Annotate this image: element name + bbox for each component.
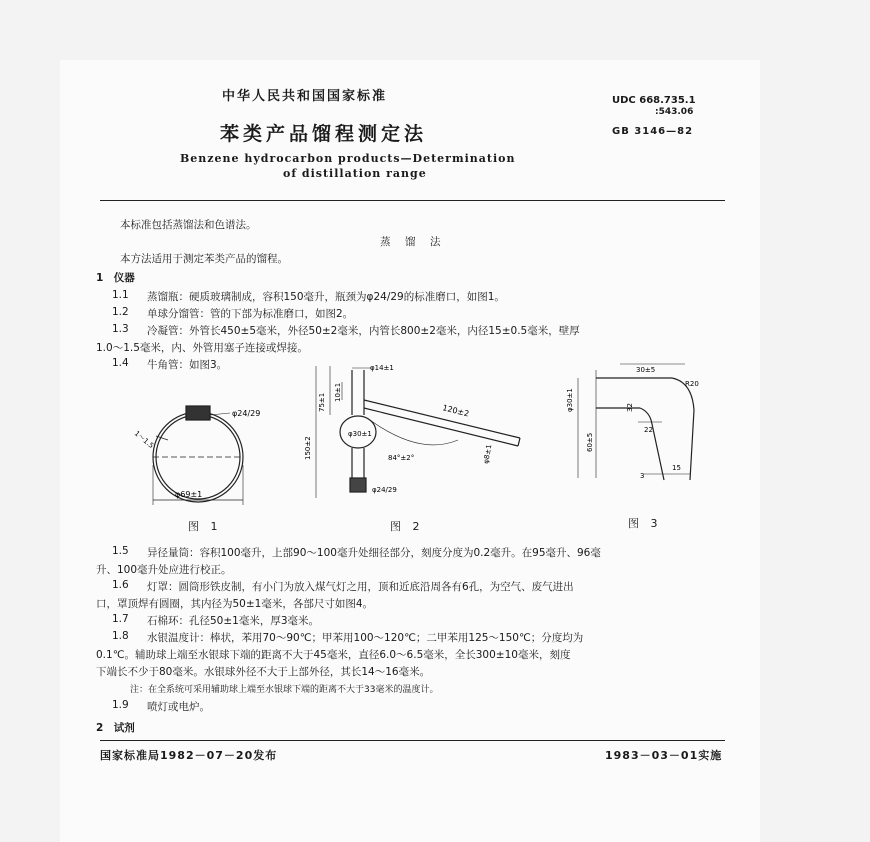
item-text: 冷凝管：外管长450±5毫米，外径50±2毫米，内管长800±2毫米，内径15±0.5毫米，壁厚: [147, 325, 580, 337]
fig3-32-label: 32: [626, 403, 634, 412]
item-text-continued: 下端长不少于80毫米。水银球外径不大于上部外径，其长14～16毫米。: [96, 666, 431, 678]
fig2-side-dia-label: φ8±1: [482, 443, 494, 465]
item-number: 1.8: [112, 630, 129, 642]
item-number: 1.7: [112, 613, 129, 625]
english-title-line1: Benzene hydrocarbon products—Determination: [180, 152, 516, 165]
item-text: 喷灯或电炉。: [147, 701, 210, 713]
item-number: 1.6: [112, 579, 129, 591]
issue-date: 国家标准局1982－07－20发布: [100, 749, 278, 762]
item-number: 1.2: [112, 306, 129, 318]
item-number: 1.3: [112, 323, 129, 335]
fig2-75-label: 75±1: [318, 392, 326, 412]
footer-rule: [100, 740, 725, 741]
item-number: 1.1: [112, 289, 129, 301]
fig3-r20-label: R20: [685, 380, 699, 388]
item-number: 1.4: [112, 357, 129, 369]
fig1-wall-label: 1～1.5: [132, 429, 156, 451]
figure-2-column-drawing: [316, 366, 520, 498]
document-title: 苯类产品馏程测定法: [220, 123, 428, 145]
standard-name: 中华人民共和国国家标准: [222, 89, 388, 104]
section-2-heading: 2 试剂: [96, 722, 135, 734]
item-text-continued: 0.1℃。辅助球上端至水银球下端的距离不大于45毫米，直径6.0～6.5毫米，全长300±10毫米，刻度: [96, 649, 571, 661]
fig3-dia-label: φ30±1: [566, 388, 574, 412]
scope-text: 本标准包括蒸馏法和色谱法。: [120, 219, 257, 231]
fig3-3-label: 3: [640, 472, 645, 480]
fig2-10-label: 10±1: [334, 382, 342, 402]
fig2-joint-label: φ24/29: [372, 486, 397, 494]
udc-code: UDC 668.735.1: [612, 95, 696, 106]
fig1-neck-label: φ24/29: [232, 409, 261, 418]
fig1-diameter-label: φ69±1: [175, 490, 203, 499]
item-text: 灯罩：圆筒形铁皮制，有小门为放入煤气灯之用，顶和近底沿周各有6孔，为空气、废气进出: [147, 581, 574, 593]
udc-code-line2: :543.06: [655, 107, 694, 117]
item-text-continued: 口，罩顶焊有圆圈，其内径为50±1毫米，各部尺寸如图4。: [96, 598, 374, 610]
figures-panel: [120, 360, 740, 535]
item-number: 1.5: [112, 545, 129, 557]
fig2-side-length-label: 120±2: [441, 403, 470, 419]
applicability-text: 本方法适用于测定苯类产品的馏程。: [120, 253, 288, 265]
fig3-30-label: 30±5: [636, 366, 656, 374]
fig3-15-label: 15: [672, 464, 681, 472]
fig2-angle-label: 84°±2°: [388, 454, 415, 462]
item-text-continued: 升、100毫升处应进行校正。: [96, 564, 232, 576]
effective-date: 1983－03－01实施: [605, 749, 723, 762]
fig3-60-label: 60±5: [586, 432, 594, 452]
item-text: 蒸馏瓶：硬质玻璃制成，容积150毫升，瓶颈为φ24/29的标准磨口，如图1。: [147, 291, 505, 303]
gb-code: GB 3146—82: [612, 126, 694, 137]
fig2-top-dia-label: φ14±1: [370, 364, 394, 372]
fig3-22-label: 22: [644, 426, 653, 434]
item-text: 单球分馏管：管的下部为标准磨口，如图2。: [147, 308, 354, 320]
fig2-150-label: 150±2: [304, 436, 312, 460]
figure-2-caption: 图 2: [390, 520, 424, 533]
item-text: 牛角管：如图3。: [147, 359, 228, 371]
item-number: 1.9: [112, 699, 129, 711]
header-rule: [100, 200, 725, 201]
section-1-heading: 1 仪器: [96, 272, 135, 284]
fig2-ball-label: φ30±1: [348, 430, 372, 438]
english-title-line2: of distillation range: [283, 167, 427, 180]
figure-1-caption: 图 1: [188, 520, 222, 533]
method-heading: 蒸 馏 法: [380, 236, 443, 248]
item-text: 异径量筒：容积100毫升，上部90～100毫升处细径部分，刻度分度为0.2毫升。在95毫升、96毫: [147, 547, 601, 559]
item-text: 石棉环：孔径50±1毫米，厚3毫米。: [147, 615, 320, 627]
note-text: 注：在全系统可采用辅助球上端至水银球下端的距离不大于33毫米的温度计。: [130, 685, 439, 695]
figure-3-caption: 图 3: [628, 517, 662, 530]
figure-3-adapter-drawing: [578, 364, 694, 480]
item-text-continued: 1.0～1.5毫米，内、外管用塞子连接或焊接。: [96, 342, 308, 354]
item-text: 水银温度计：棒状，苯用70～90℃；甲苯用100～120℃；二甲苯用125～150℃；分度均为: [147, 632, 584, 644]
